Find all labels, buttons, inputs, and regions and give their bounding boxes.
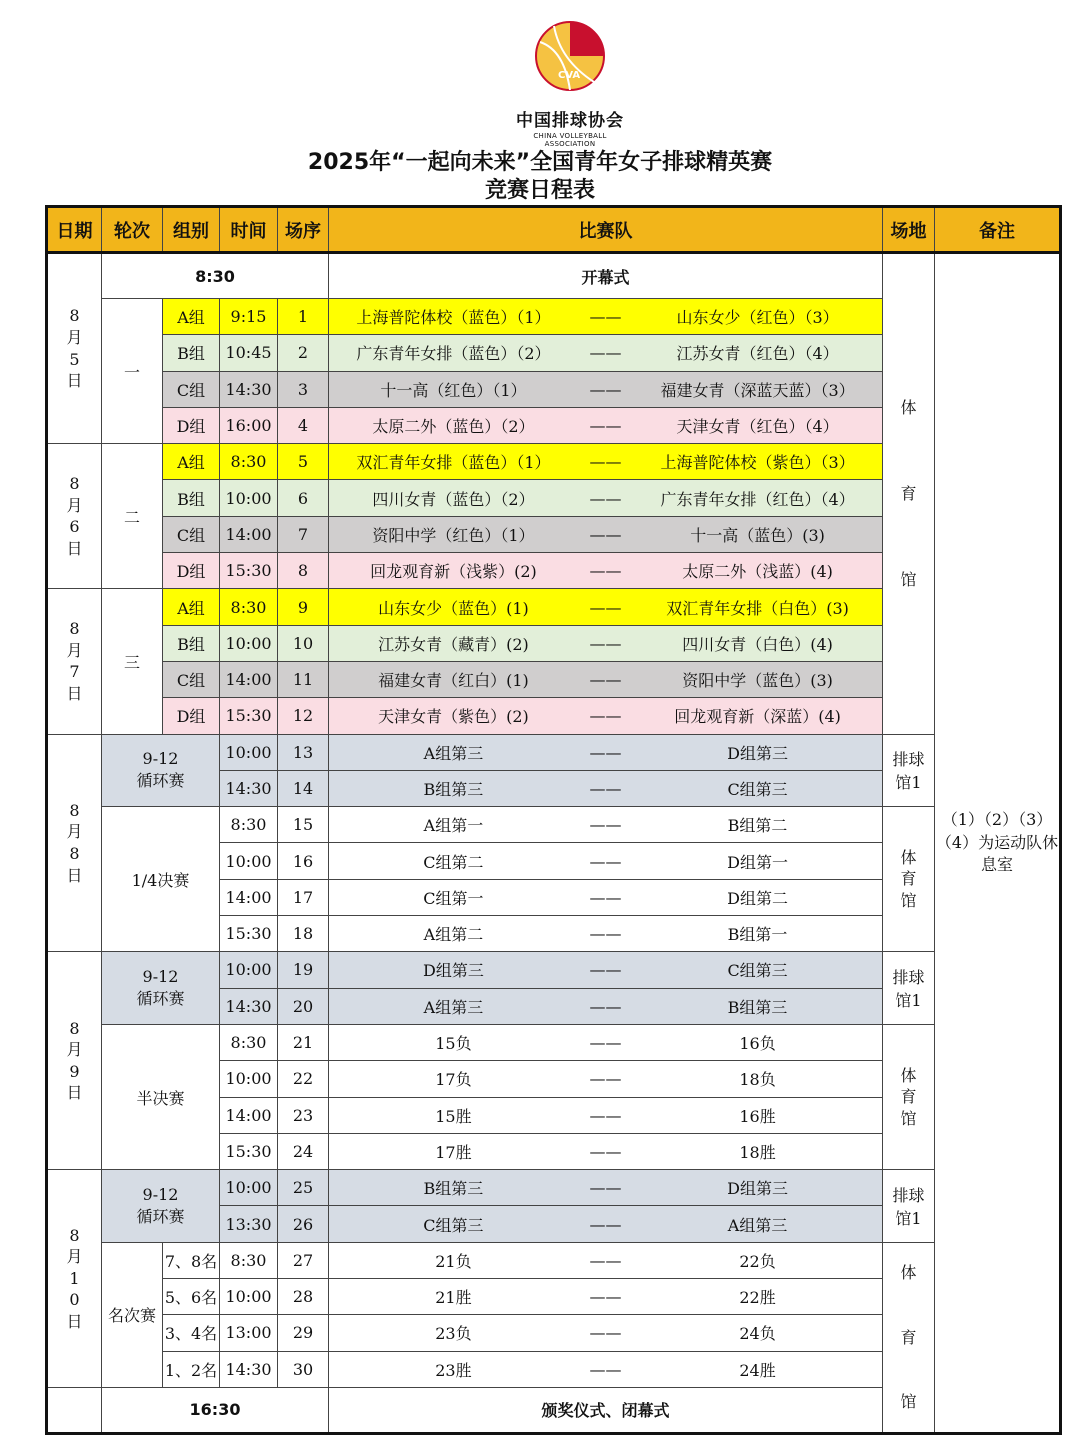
time-cell: 10:00 [220, 843, 278, 879]
vs-dash: —— [589, 996, 622, 1016]
time-cell: 14:00 [220, 516, 278, 552]
match-teams [329, 1170, 883, 1206]
header-date: 日期 [47, 207, 102, 253]
group-cell: A组 [163, 589, 220, 625]
vs-dash: —— [589, 960, 622, 980]
group-cell: C组 [163, 516, 220, 552]
order-cell: 18 [278, 916, 329, 952]
team-a: C组第三 [423, 1215, 484, 1235]
match-teams [329, 770, 883, 806]
team-a: A组第二 [423, 925, 484, 945]
header-order: 场序 [278, 207, 329, 253]
time-cell: 14:00 [220, 879, 278, 915]
time-cell: 14:00 [220, 1097, 278, 1133]
vs-dash: —— [589, 379, 622, 399]
team-a: 17负 [435, 1070, 472, 1090]
vs-dash: —— [589, 597, 622, 617]
vs-dash: —— [589, 488, 622, 508]
vs-dash: —— [589, 307, 622, 327]
team-b: 回龙观育新（深蓝）(4) [674, 707, 841, 727]
team-a: 山东女少（蓝色）(1) [378, 598, 529, 618]
match-teams [329, 807, 883, 843]
team-a: A组第一 [423, 816, 484, 836]
team-a: C组第二 [423, 852, 484, 872]
match-teams [329, 553, 883, 589]
team-b: 16胜 [739, 1106, 776, 1126]
closing-label: 颁奖仪式、闭幕式 [329, 1387, 883, 1433]
time-cell: 10:00 [220, 952, 278, 988]
header-venue: 场地 [883, 207, 935, 253]
vs-dash: —— [589, 1323, 622, 1343]
time-cell: 8:30 [220, 807, 278, 843]
order-cell: 22 [278, 1061, 329, 1097]
time-cell: 8:30 [220, 444, 278, 480]
match-teams [329, 299, 883, 335]
date-empty [47, 1387, 102, 1433]
date-d8: 8 月 8 日 [47, 734, 102, 952]
team-a: 双汇青年女排（蓝色）（1） [356, 453, 551, 473]
match-teams [329, 1315, 883, 1351]
order-cell: 29 [278, 1315, 329, 1351]
placement-cell: 7、8名 [163, 1242, 220, 1278]
match-teams [329, 698, 883, 734]
group-cell: C组 [163, 661, 220, 697]
team-a: D组第三 [423, 961, 484, 981]
order-cell: 4 [278, 407, 329, 443]
group-cell: D组 [163, 407, 220, 443]
team-b: C组第三 [727, 961, 788, 981]
time-cell: 9:15 [220, 299, 278, 335]
team-b: 江苏女青（红色）（4） [676, 344, 839, 364]
time-cell: 14:30 [220, 1351, 278, 1387]
venue-vb1: 排球 馆1 [883, 734, 935, 807]
vs-dash: —— [589, 706, 622, 726]
venue-vb1: 排球 馆1 [883, 1170, 935, 1243]
group-cell: A组 [163, 299, 220, 335]
team-b: 18负 [739, 1070, 776, 1090]
schedule-table [45, 205, 1062, 1435]
team-b: 资阳中学（蓝色）(3) [682, 671, 833, 691]
order-cell: 6 [278, 480, 329, 516]
order-cell: 20 [278, 988, 329, 1024]
vs-dash: —— [589, 779, 622, 798]
order-cell: 30 [278, 1351, 329, 1387]
team-b: 24胜 [739, 1360, 776, 1380]
match-teams [329, 335, 883, 371]
team-a: A组第三 [423, 743, 484, 763]
header-teams: 比赛队 [329, 207, 883, 253]
team-b: B组第一 [727, 925, 788, 945]
time-cell: 10:00 [220, 1279, 278, 1315]
order-cell: 3 [278, 371, 329, 407]
team-b: 广东青年女排（红色）（4） [660, 489, 855, 509]
round-2: 二 [102, 444, 163, 589]
vs-dash: —— [589, 1359, 622, 1379]
team-a: 福建女青（红白）(1) [378, 671, 529, 691]
team-b: 十一高（蓝色）(3) [690, 525, 825, 545]
group-cell: D组 [163, 553, 220, 589]
vs-dash: —— [589, 742, 622, 762]
team-a: 17胜 [435, 1142, 472, 1162]
vs-dash: —— [589, 633, 622, 653]
team-b: B组第三 [727, 997, 788, 1017]
match-teams [329, 444, 883, 480]
group-cell: D组 [163, 698, 220, 734]
time-cell: 8:30 [220, 1242, 278, 1278]
time-cell: 16:00 [220, 407, 278, 443]
match-teams [329, 1024, 883, 1060]
vs-dash: —— [589, 1141, 622, 1161]
order-cell: 19 [278, 952, 329, 988]
order-cell: 11 [278, 661, 329, 697]
order-cell: 13 [278, 734, 329, 770]
time-cell: 15:30 [220, 1133, 278, 1169]
vs-dash: —— [589, 343, 622, 363]
date-aug5: 8 月 5 日 [47, 253, 102, 444]
order-cell: 9 [278, 589, 329, 625]
team-b: 双汇青年女排（白色）(3) [666, 598, 849, 618]
team-b: D组第三 [727, 743, 788, 763]
time-cell: 13:30 [220, 1206, 278, 1242]
date-d9: 8 月 9 日 [47, 952, 102, 1170]
vs-dash: —— [589, 561, 622, 581]
team-a: 四川女青（蓝色）（2） [372, 489, 535, 509]
vs-dash: —— [589, 1250, 622, 1270]
date-aug7: 8 月 7 日 [47, 589, 102, 734]
team-b: 天津女青（红色）（4） [676, 417, 839, 437]
team-a: 21胜 [435, 1288, 472, 1308]
team-b: D组第二 [727, 888, 788, 908]
team-b: 山东女少（红色）（3） [676, 308, 839, 328]
team-a: 回龙观育新（浅紫）(2) [370, 562, 537, 582]
date-d10: 8 月 1 0 日 [47, 1170, 102, 1388]
order-cell: 23 [278, 1097, 329, 1133]
team-a: 23负 [435, 1324, 472, 1344]
team-b: C组第三 [727, 780, 788, 799]
round-3: 三 [102, 589, 163, 734]
page-subtitle: 竞赛日程表 [484, 178, 595, 203]
team-a: 江苏女青（藏青）(2) [378, 634, 529, 654]
venue-gym: 体 育 馆 [883, 1242, 935, 1433]
header-notes: 备注 [935, 207, 1061, 253]
date-aug6: 8 月 6 日 [47, 444, 102, 589]
round-robin-9-12: 9-12 循环赛 [102, 952, 220, 1025]
time-cell: 14:00 [220, 661, 278, 697]
team-b: 上海普陀体校（紫色）（3） [660, 453, 855, 473]
team-b: 18胜 [739, 1142, 776, 1162]
match-teams [329, 661, 883, 697]
team-b: 16负 [739, 1034, 776, 1054]
round-1: 一 [102, 299, 163, 444]
placement-cell: 5、6名 [163, 1279, 220, 1315]
order-cell: 12 [278, 698, 329, 734]
group-cell: B组 [163, 335, 220, 371]
order-cell: 16 [278, 843, 329, 879]
time-cell: 10:00 [220, 625, 278, 661]
team-a: 23胜 [435, 1360, 472, 1380]
round-quarterfinal: 1/4决赛 [102, 807, 220, 952]
time-cell: 15:30 [220, 698, 278, 734]
vs-dash: —— [589, 887, 622, 907]
team-a: 资阳中学（红色）（1） [372, 525, 535, 545]
match-teams [329, 988, 883, 1024]
team-b: 22胜 [739, 1288, 776, 1308]
team-a: 十一高（红色）（1） [380, 380, 527, 400]
team-b: 福建女青（深蓝天蓝）（3） [660, 380, 855, 400]
order-cell: 25 [278, 1170, 329, 1206]
vs-dash: —— [589, 1214, 622, 1234]
vs-dash: —— [589, 1287, 622, 1307]
match-teams [329, 516, 883, 552]
vs-dash: —— [589, 1178, 622, 1198]
match-teams [329, 843, 883, 879]
team-a: B组第三 [423, 1179, 484, 1199]
team-a: C组第一 [423, 888, 484, 908]
team-b: 22负 [739, 1251, 776, 1271]
team-a: 15负 [435, 1034, 472, 1054]
notes-cell: （1）（2）（3）（4）为运动队休息室 [935, 253, 1061, 1434]
time-cell: 14:30 [220, 770, 278, 806]
venue-gym: 体 育 馆 [883, 807, 935, 952]
order-cell: 17 [278, 879, 329, 915]
vs-dash: —— [589, 924, 622, 944]
venue-gym: 体 育 馆 [883, 1024, 935, 1169]
group-cell: A组 [163, 444, 220, 480]
team-b: 太原二外（浅蓝）(4) [682, 562, 833, 582]
match-teams [329, 625, 883, 661]
team-a: 广东青年女排（蓝色）（2） [356, 344, 551, 364]
group-cell: B组 [163, 625, 220, 661]
logo-en: CHINA VOLLEYBALL ASSOCIATION [533, 132, 607, 148]
time-cell: 10:00 [220, 1170, 278, 1206]
order-cell: 21 [278, 1024, 329, 1060]
header-time: 时间 [220, 207, 278, 253]
order-cell: 24 [278, 1133, 329, 1169]
round-placement: 名次赛 [102, 1242, 163, 1387]
team-a: 15胜 [435, 1106, 472, 1126]
order-cell: 28 [278, 1279, 329, 1315]
header-round: 轮次 [102, 207, 163, 253]
match-teams [329, 916, 883, 952]
team-b: D组第一 [727, 852, 788, 872]
time-cell: 10:45 [220, 335, 278, 371]
opening-label: 开幕式 [329, 253, 883, 299]
time-cell: 10:00 [220, 1061, 278, 1097]
vs-dash: —— [589, 1033, 622, 1053]
group-cell: B组 [163, 480, 220, 516]
vs-dash: —— [589, 851, 622, 871]
time-cell: 10:00 [220, 480, 278, 516]
match-teams [329, 1206, 883, 1242]
venue-gym: 体 育 馆 [883, 253, 935, 735]
venue-vb1: 排球 馆1 [883, 952, 935, 1025]
order-cell: 5 [278, 444, 329, 480]
round-semifinal: 半决赛 [102, 1024, 220, 1169]
order-cell: 14 [278, 770, 329, 806]
vs-dash: —— [589, 815, 622, 835]
match-teams [329, 1351, 883, 1387]
time-cell: 15:30 [220, 916, 278, 952]
order-cell: 2 [278, 335, 329, 371]
time-cell: 8:30 [220, 589, 278, 625]
order-cell: 10 [278, 625, 329, 661]
time-cell: 15:30 [220, 553, 278, 589]
time-cell: 14:30 [220, 371, 278, 407]
team-b: 四川女青（白色）(4) [682, 634, 833, 654]
team-b: B组第二 [727, 816, 788, 836]
placement-cell: 1、2名 [163, 1351, 220, 1387]
match-teams [329, 1242, 883, 1278]
match-teams [329, 952, 883, 988]
team-b: A组第三 [727, 1215, 788, 1235]
match-teams [329, 1061, 883, 1097]
placement-cell: 3、4名 [163, 1315, 220, 1351]
order-cell: 1 [278, 299, 329, 335]
team-a: A组第三 [423, 997, 484, 1017]
cva-logo [516, 14, 624, 148]
order-cell: 27 [278, 1242, 329, 1278]
match-teams [329, 1279, 883, 1315]
match-teams [329, 1133, 883, 1169]
order-cell: 7 [278, 516, 329, 552]
vs-dash: —— [589, 1069, 622, 1089]
match-teams [329, 589, 883, 625]
match-teams [329, 371, 883, 407]
group-cell: C组 [163, 371, 220, 407]
opening-time: 8:30 [102, 253, 329, 299]
time-cell: 14:30 [220, 988, 278, 1024]
match-teams [329, 879, 883, 915]
team-a: 太原二外（蓝色）（2） [372, 417, 535, 437]
match-teams [329, 480, 883, 516]
vs-dash: —— [589, 670, 622, 690]
time-cell: 13:00 [220, 1315, 278, 1351]
logo-ball-text: CVA [558, 70, 581, 81]
round-robin-9-12: 9-12 循环赛 [102, 1170, 220, 1243]
team-a: 21负 [435, 1251, 472, 1271]
order-cell: 26 [278, 1206, 329, 1242]
order-cell: 8 [278, 553, 329, 589]
volleyball-logo-icon [534, 20, 606, 92]
order-cell: 15 [278, 807, 329, 843]
header-group: 组别 [163, 207, 220, 253]
vs-dash: —— [589, 1105, 622, 1125]
vs-dash: —— [589, 416, 622, 436]
vs-dash: —— [589, 452, 622, 472]
vs-dash: —— [589, 524, 622, 544]
team-b: 24负 [739, 1324, 776, 1344]
logo-cn: 中国排球协会 [516, 111, 624, 131]
page-title: 2025年“一起向未来”全国青年女子排球精英赛 [307, 150, 773, 175]
match-teams [329, 407, 883, 443]
team-a: B组第三 [423, 780, 484, 799]
match-teams [329, 734, 883, 770]
time-cell: 8:30 [220, 1024, 278, 1060]
team-a: 天津女青（紫色）(2) [378, 707, 529, 727]
time-cell: 10:00 [220, 734, 278, 770]
closing-time: 16:30 [102, 1387, 329, 1433]
team-b: D组第三 [727, 1179, 788, 1199]
match-teams [329, 1097, 883, 1133]
team-a: 上海普陀体校（蓝色）（1） [356, 308, 551, 328]
round-robin-9-12: 9-12 循环赛 [102, 734, 220, 807]
